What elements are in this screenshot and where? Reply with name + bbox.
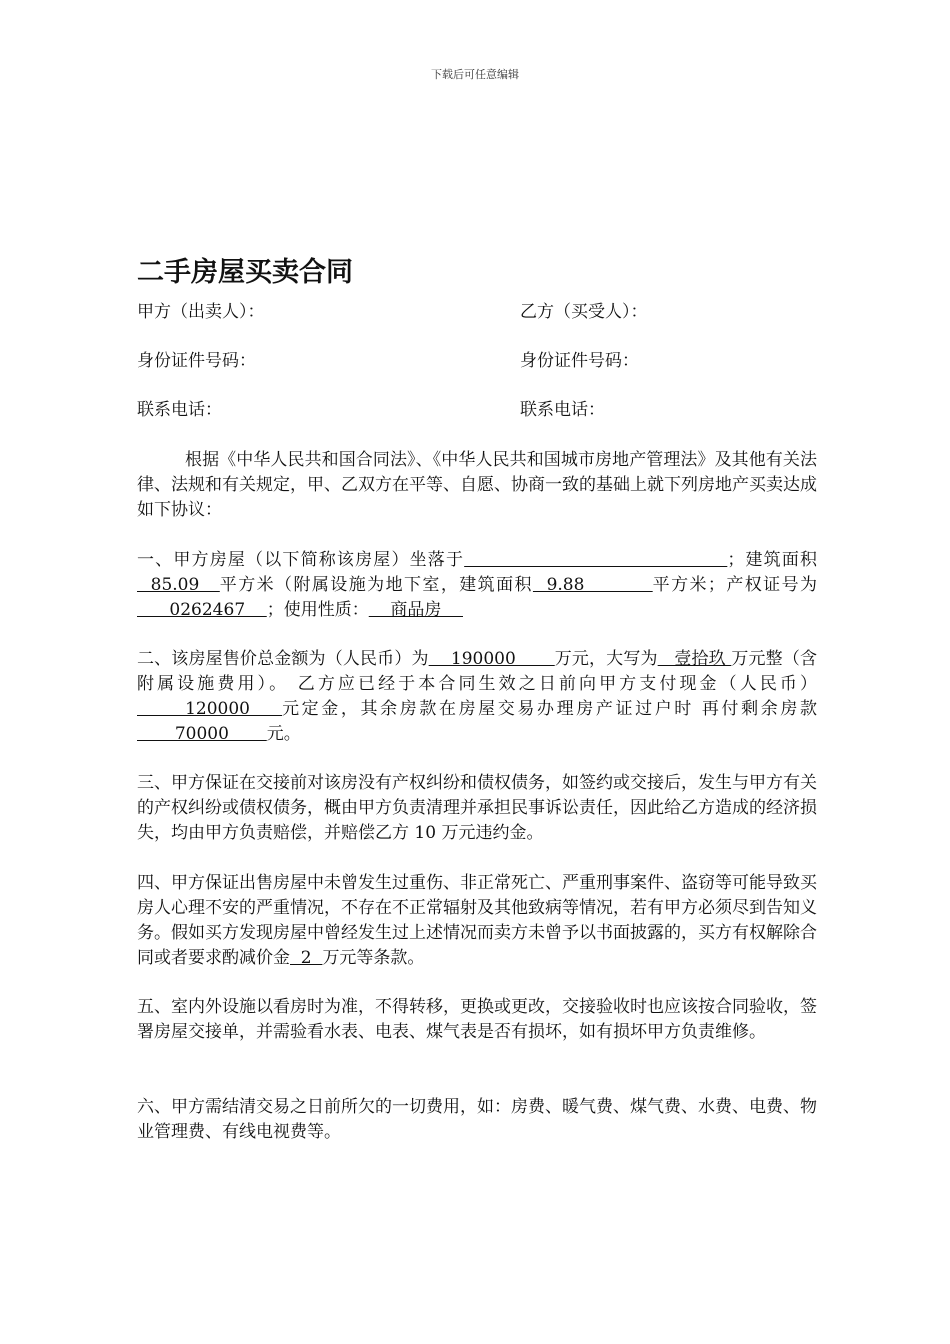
deposit-value: 120000 [137, 699, 283, 719]
clause-5: 五、室内外设施以看房时为准，不得转移，更换或更改，交接验收时也应该按合同验收，签署房屋交接单，并需验看水表、电表、煤气表是否有损坏，如有损坏甲方负责维修。 [137, 997, 817, 1042]
clause-1-text: ；建筑面积 [727, 550, 818, 570]
building-area-value: 85.09 [137, 575, 220, 595]
buyer-phone-label: 联系电话： [520, 400, 605, 420]
buyer-id-label: 身份证件号码： [520, 351, 639, 371]
clause-2-text: 万元，大写为 [554, 649, 658, 669]
clause-2-text: 元。 [266, 724, 301, 744]
seller-label: 甲方（出卖人）： [137, 302, 265, 322]
clause-2-text: 万元整（含附属设施费用）。 乙方应已经于本合同生效之日前向甲方支付现金（人民币） [137, 649, 817, 694]
buyer-label: 乙方（买受人）： [520, 302, 648, 322]
annex-area-value: 9.88 [532, 575, 653, 595]
clause-1 [137, 548, 817, 623]
clause-1-text: 平方米；产权证号为 [652, 575, 818, 595]
property-cert-number: 0262467 [137, 600, 267, 620]
clause-2-text: 元定金，其余房款在房屋交易办理房产证过户时 再付剩余房款 [282, 699, 817, 719]
remaining-payment-value: 70000 [137, 724, 267, 744]
clause-1-text: ；使用性质： [266, 600, 369, 620]
clause-1-text: 平方米（附属设施为地下室，建筑面积 [219, 575, 533, 595]
header-note: 下载后可任意编辑 [431, 68, 519, 81]
clause-2-text: 二、该房屋售价总金额为（人民币）为 [137, 649, 429, 669]
usage-value: 商品房 [368, 600, 463, 620]
total-price-value: 190000 [428, 649, 555, 669]
location-blank [464, 550, 727, 570]
total-price-words: 壹拾玖 [657, 649, 732, 669]
intro-paragraph: 根据《中华人民共和国合同法》、《中华人民共和国城市房地产管理法》及其他有关法律、法规和有关规定，甲、乙双方在平等、自愿、协商一致的基础上就下列房地产买卖达成如下协议： [137, 450, 817, 520]
clause-6: 六、甲方需结清交易之日前所欠的一切费用，如：房费、暖气费、煤气费、水费、电费、物业管理费、有线电视费等。 [137, 1097, 817, 1142]
clause-4 [137, 871, 817, 971]
clause-4-text: 万元等条款。 [322, 948, 425, 968]
price-reduction-value: 2 [290, 948, 323, 968]
clause-3: 三、甲方保证在交接前对该房没有产权纠纷和债权债务，如签约或交接后，发生与甲方有关的产权纠纷或债权债务，概由甲方负责清理并承担民事诉讼责任，因此给乙方造成的经济损失，均由甲方负责赔偿，并赔偿乙方 10 万元违约金。 [137, 773, 817, 843]
clause-2 [137, 647, 817, 747]
clause-4-text: 四、甲方保证出售房屋中未曾发生过重伤、非正常死亡、严重刑事案件、盗窃等可能导致买房人心理不安的严重情况，不存在不正常辐射及其他致病等情况，若有甲方必须尽到告知义务。假如买方发现房屋中曾经发生过上述情况而卖方未曾予以书面披露的，买方有权解除合同或者要求酌减价金 [137, 873, 817, 968]
clause-1-text: 一、甲方房屋（以下简称该房屋）坐落于 [137, 550, 465, 570]
document-title: 二手房屋买卖合同 [137, 257, 353, 288]
seller-id-label: 身份证件号码： [137, 351, 256, 371]
seller-phone-label: 联系电话： [137, 400, 222, 420]
